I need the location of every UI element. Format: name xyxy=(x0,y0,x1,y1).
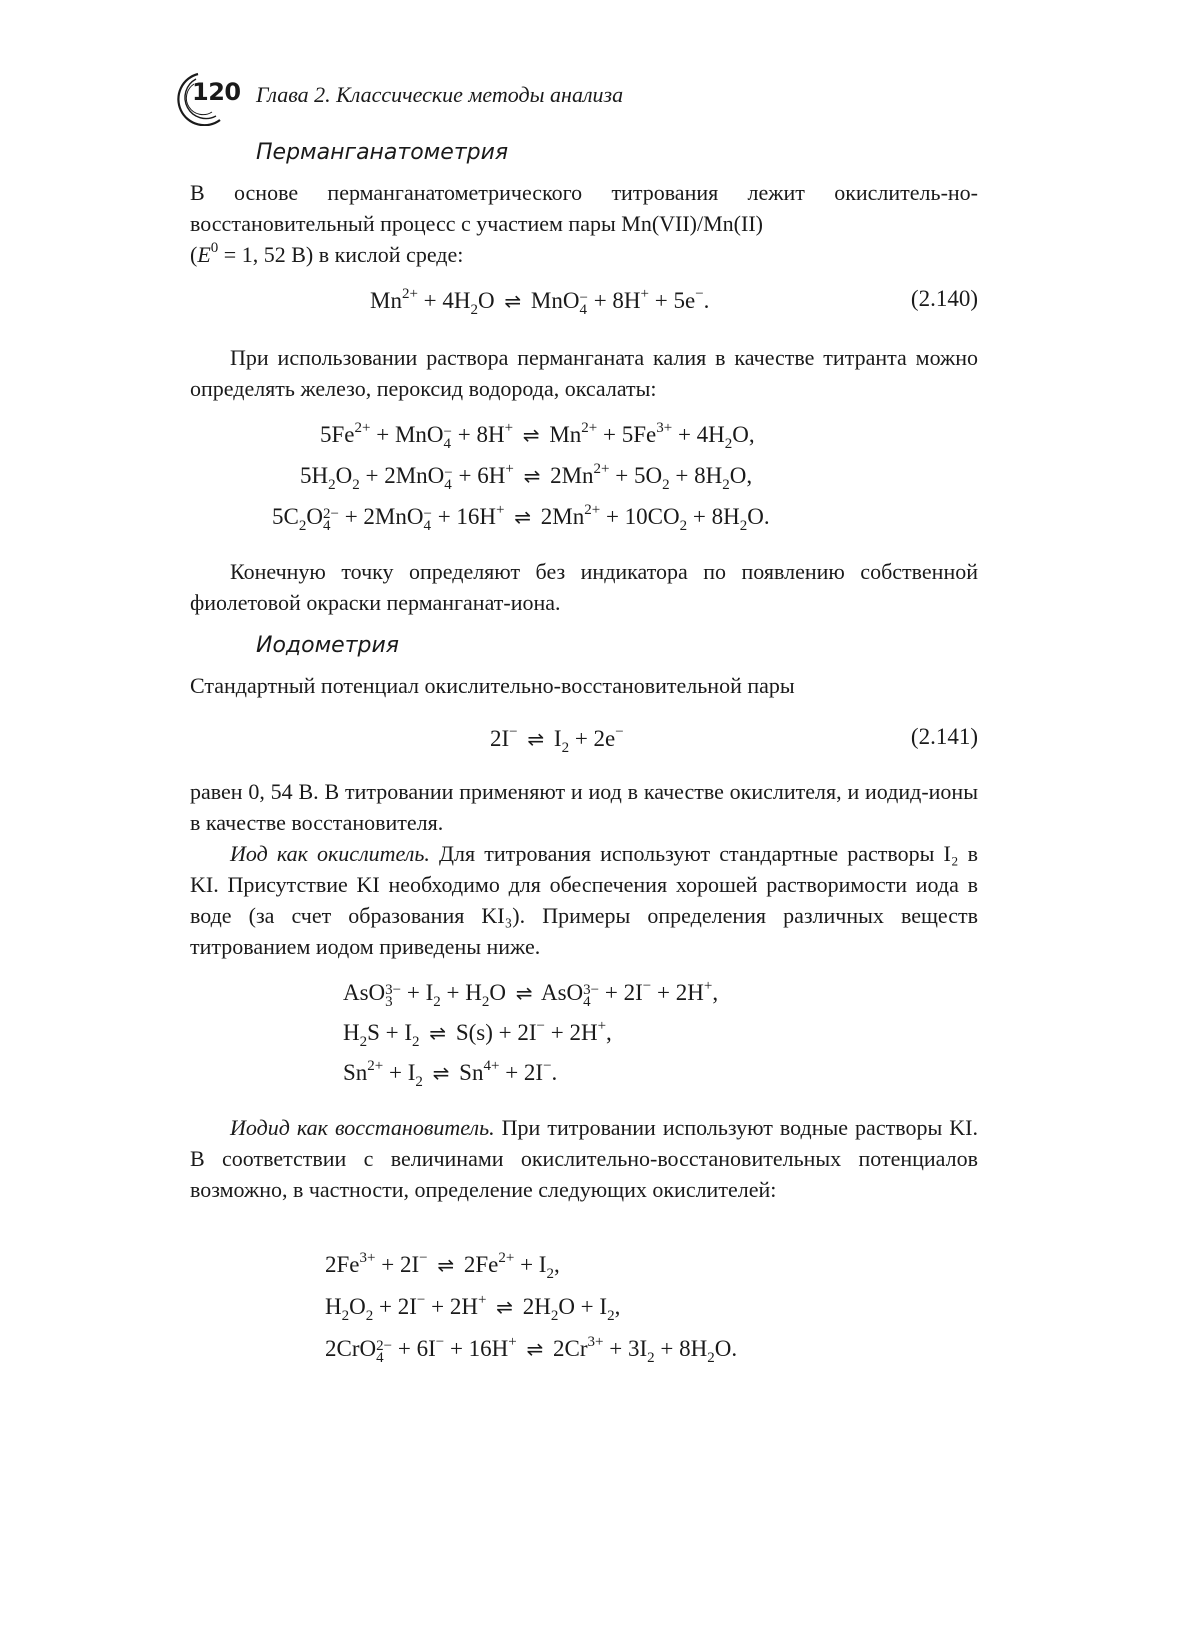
running-title: Глава 2. Классические методы анализа xyxy=(256,82,624,107)
equation-chromate: 2CrO 2− 4 + 6I− + 16H+ ⇌ $2Cr^{3+} + 3I_2 + 8H_2O$. xyxy=(325,1334,738,1366)
equation-number-2-141: (2.141) xyxy=(910,724,978,749)
potential-sup: 0 xyxy=(210,240,219,256)
equation-ferric: $2Fe^{3+} + 2I^-$ ⇌ $2Fe^{2+} + I_2$, xyxy=(325,1250,560,1282)
permanganatometry-endpoint: Конечную точку определяют без индикатора по появлению собственной фиолетовой окраски перманганат-иона. xyxy=(190,559,978,615)
section-heading-iodometry: Иодометрия xyxy=(256,633,400,658)
equation-arsenite: AsO 3− 3 + $I_2 + H_2O$ ⇌ AsO 3− 4 + 2I− + 2H+, xyxy=(343,978,719,1010)
equation-peroxide-iodide: $H_2O_2 + 2I^- + 2H^+$ ⇌ $2H_2O + I_2$, xyxy=(325,1292,621,1324)
intro-text: В основе перманганатометрического титрования лежит окислитель-но-восстановительный процесс с участием пары Mn(VII)/Mn(II) xyxy=(190,180,978,236)
permanganatometry-usage: При использовании раствора перманганата калия в качестве титранта можно определять железо, пероксид водорода, оксалаты: xyxy=(190,345,978,401)
equation-oxalate: $5C_2O$ 2− 4 + 2MnO − 4 + 16H+ ⇌ $2Mn^{2+} + 10CO_2 + 8H_2O$. xyxy=(272,502,770,534)
page-number: 120 xyxy=(192,78,241,106)
equation-tin: $Sn^{2+} + I_2$ ⇌ $Sn^{4+} + 2I^-$. xyxy=(343,1058,558,1090)
equation-sulfide: $H_2S + I_2$ ⇌ S(s) + 2I− + 2H+, xyxy=(343,1018,612,1050)
potential-symbol: E xyxy=(197,242,211,267)
equation-iron: $5Fe^{2+}$ + MnO − 4 + 8H+ ⇌ $Mn^{2+} + 5Fe^{3+} + 4H_2O$, xyxy=(320,420,755,452)
reductant-label: Иодид как восстановитель. xyxy=(230,1115,495,1140)
equation-2-141: 2I− ⇌ $I_2 + 2e^-$ xyxy=(490,724,624,756)
potential-value: = 1, 52 В) в кислой среде: xyxy=(223,242,464,267)
equation-2-140: $Mn^{2+} + 4H_2O$ ⇌ MnO − 4 + 8H+ + 5e−. xyxy=(370,286,710,318)
page-header xyxy=(168,70,1068,126)
iodide-as-reductant-paragraph xyxy=(190,1112,978,1205)
equation-number-2-140: (2.140) xyxy=(910,286,978,311)
permanganatometry-intro: В основе перманганатометрического титрования лежит окислитель-но-восстановительный процесс с участием пары Mn(VII)/Mn(II) ($E^0 = 1$, 52 В) в кислой среде: xyxy=(190,180,978,267)
equation-peroxide: $5H_2O_2 + 2MnO$ − 4 + 6H+ ⇌ $2Mn^{2+} + 5O_2 + 8H_2O$, xyxy=(300,461,753,493)
oxidant-text: Для титрования используют стандартные растворы I₂ в KI. Присутствие KI необходимо для обеспечения хорошей растворимости иода в воде (за счет образования KI₃). Примеры определения различных веществ титрованием иодом приведены ниже. xyxy=(190,841,978,959)
oxidant-label: Иод как окислитель. xyxy=(230,841,430,866)
iodometry-after-equation: равен 0, 54 В. В титровании применяют и иод в качестве окислителя, и иодид-ионы в качестве восстановителя. xyxy=(190,779,978,835)
section-heading-permanganatometry: Перманганатометрия xyxy=(256,140,509,165)
iodine-as-oxidant-paragraph xyxy=(190,838,978,962)
iodometry-intro: Стандартный потенциал окислительно-восстановительной пары xyxy=(190,673,795,698)
reductant-text: При титровании используют водные растворы KI. В соответствии с величинами окислительно-восстановительных потенциалов возможно, в частности, определение следующих окислителей: xyxy=(190,1115,978,1202)
